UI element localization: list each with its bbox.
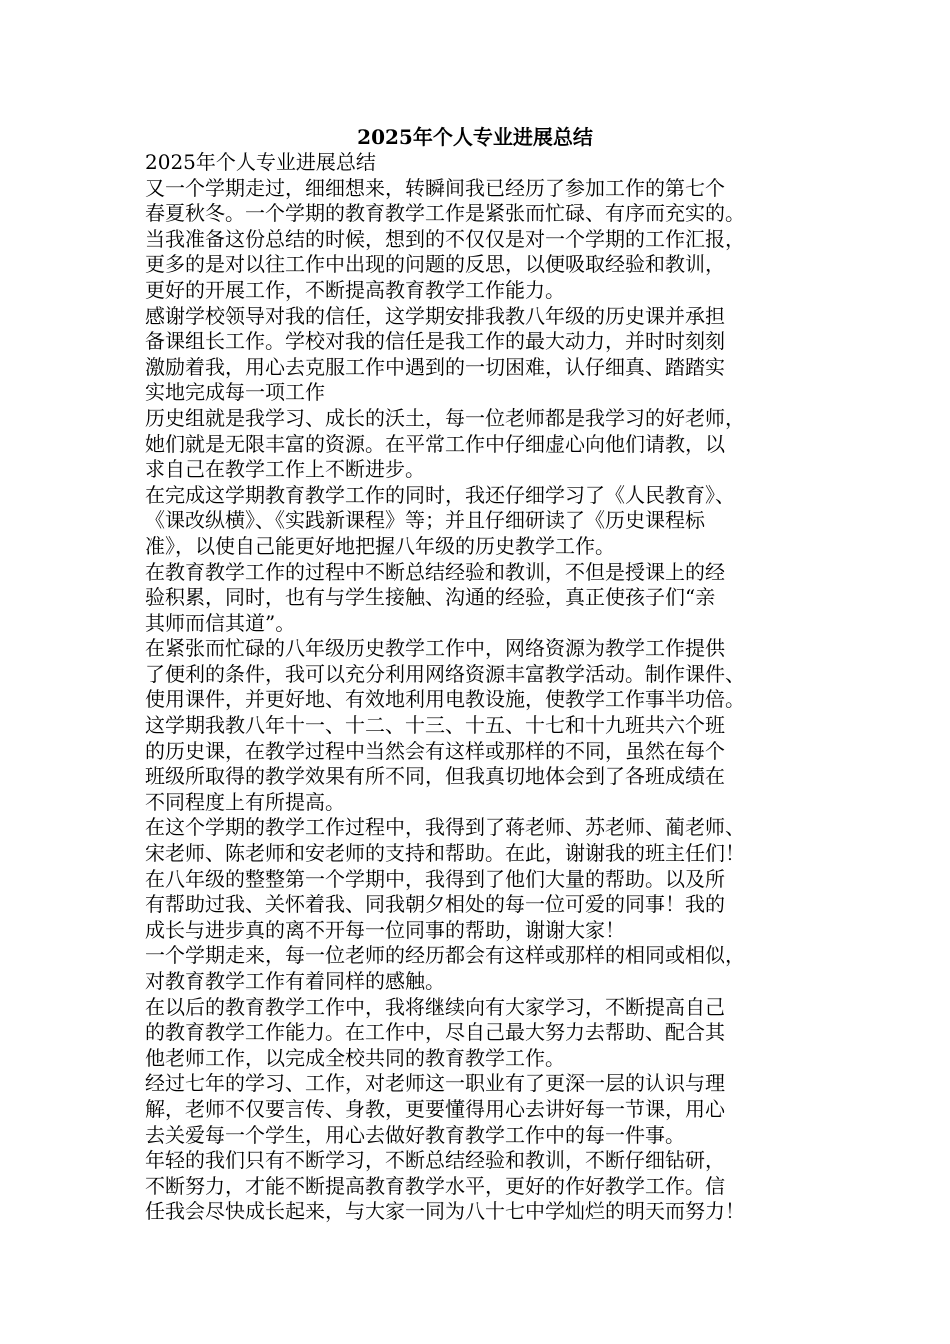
- text-line: 经过七年的学习、工作，对老师这一职业有了更深一层的认识与理: [145, 1071, 725, 1096]
- text-line: 在八年级的整整第一个学期中，我得到了他们大量的帮助。以及所: [145, 866, 725, 891]
- text-line: 成长与进步真的离不开每一位同事的帮助，谢谢大家！: [145, 917, 625, 942]
- text-line: 在这个学期的教学工作过程中，我得到了蒋老师、苏老师、蔺老师、: [145, 815, 745, 840]
- text-line: 这学期我教八年十一、十二、十三、十五、十七和十九班共六个班: [145, 713, 725, 738]
- text-line: 春夏秋冬。一个学期的教育教学工作是紧张而忙碌、有序而充实的。: [145, 201, 745, 226]
- text-line: 年轻的我们只有不断学习，不断总结经验和教训，不断仔细钻研，: [145, 1148, 725, 1173]
- text-line: 对教育教学工作有着同样的感触。: [145, 969, 445, 993]
- text-line: 他老师工作，以完成全校共同的教育教学工作。: [145, 1045, 565, 1070]
- text-line: 又一个学期走过，细细想来，转瞬间我已经历了参加工作的第七个: [145, 175, 725, 200]
- text-line: 历史组就是我学习、成长的沃土，每一位老师都是我学习的好老师，: [145, 405, 745, 430]
- text-line: 解，老师不仅要言传、身教，更要懂得用心去讲好每一节课，用心: [145, 1096, 725, 1121]
- document-title: 2025年个人专业进展总结: [357, 125, 593, 149]
- text-line: 宋老师、陈老师和安老师的支持和帮助。在此，谢谢我的班主任们！: [145, 841, 745, 866]
- text-line: 感谢学校领导对我的信任，这学期安排我教八年级的历史课并承担: [145, 303, 725, 328]
- text-line: 准》，以使自己能更好地把握八年级的历史教学工作。: [145, 533, 615, 558]
- text-line: 激励着我，用心去克服工作中遇到的一切困难，认仔细真、踏踏实: [145, 354, 725, 379]
- text-line: 有帮助过我、关怀着我、同我朝夕相处的每一位可爱的同事！我的: [145, 892, 725, 917]
- text-line: 在以后的教育教学工作中，我将继续向有大家学习，不断提高自己: [145, 994, 725, 1019]
- text-line: 使用课件，并更好地、有效地利用电教设施，使教学工作事半功倍。: [145, 687, 745, 712]
- text-line: 的教育教学工作能力。在工作中，尽自己最大努力去帮助、配合其: [145, 1020, 725, 1045]
- text-line: 在教育教学工作的过程中不断总结经验和教训，不但是授课上的经: [145, 559, 725, 584]
- text-line: 备课组长工作。学校对我的信任是我工作的最大动力，并时时刻刻: [145, 329, 725, 354]
- text-line: 验积累，同时，也有与学生接触、沟通的经验，真正使孩子们“亲: [145, 585, 716, 610]
- text-line: 实地完成每一项工作: [145, 380, 325, 405]
- text-line: 不断努力，才能不断提高教育教学水平，更好的作好教学工作。信: [145, 1173, 725, 1198]
- text-line: 一个学期走来，每一位老师的经历都会有这样或那样的相同或相似，: [145, 943, 745, 968]
- text-line: 其师而信其道”。: [145, 610, 296, 635]
- text-line: 了便利的条件，我可以充分利用网络资源丰富教学活动。制作课件、: [145, 661, 745, 686]
- text-line: 在完成这学期教育教学工作的同时，我还仔细学习了《人民教育》、: [145, 482, 735, 507]
- text-line: 求自己在教学工作上不断进步。: [145, 457, 425, 482]
- text-line: 当我准备这份总结的时候，想到的不仅仅是对一个学期的工作汇报，: [145, 226, 745, 251]
- document-body: [145, 150, 817, 1225]
- text-line: 她们就是无限丰富的资源。在平常工作中仔细虚心向他们请教，以: [145, 431, 725, 456]
- document-subtitle: 2025年个人专业进展总结: [145, 150, 376, 174]
- text-line: 任我会尽快成长起来，与大家一同为八十七中学灿烂的明天而努力！: [145, 1199, 745, 1224]
- text-line: 去关爱每一个学生，用心去做好教育教学工作中的每一件事。: [145, 1122, 685, 1147]
- text-line: 不同程度上有所提高。: [145, 789, 345, 814]
- text-line: 更多的是对以往工作中出现的问题的反思，以便吸取经验和教训，: [145, 252, 725, 277]
- text-line: 《课改纵横》、《实践新课程》等；并且仔细研读了《历史课程标: [145, 508, 705, 533]
- text-line: 在紧张而忙碌的八年级历史教学工作中，网络资源为教学工作提供: [145, 636, 725, 661]
- text-line: 的历史课，在教学过程中当然会有这样或那样的不同，虽然在每个: [145, 738, 725, 763]
- text-line: 班级所取得的教学效果有所不同，但我真切地体会到了各班成绩在: [145, 764, 725, 789]
- text-line: 更好的开展工作，不断提高教育教学工作能力。: [145, 277, 565, 302]
